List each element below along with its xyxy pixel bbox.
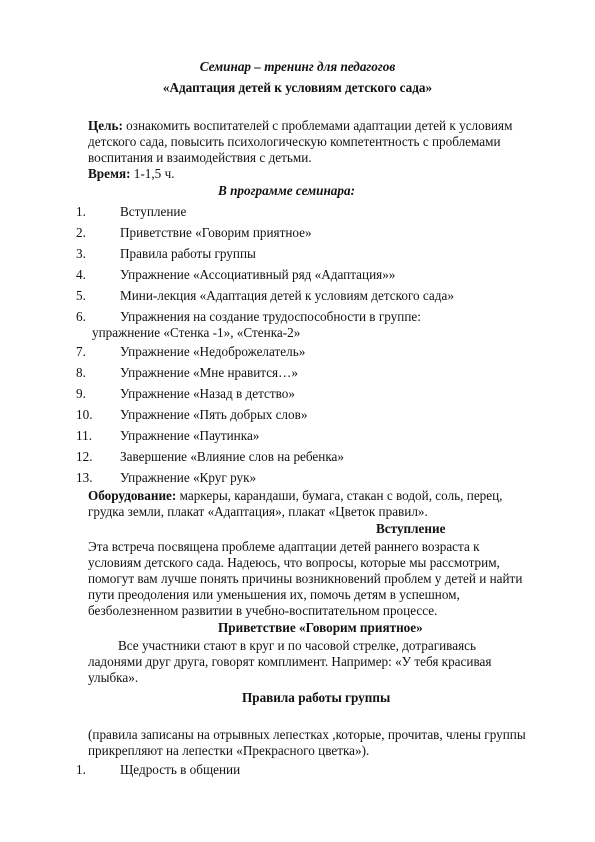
program-item: Вступление bbox=[120, 204, 187, 219]
goal-label: Цель: bbox=[88, 118, 123, 133]
rule-item: Щедрость в общении bbox=[120, 762, 241, 777]
rules-line: (правила записаны на отрывных лепестках ,которые, прочитав, члены группы bbox=[88, 727, 526, 742]
intro-heading: Вступление bbox=[376, 521, 446, 536]
program-number: 3. bbox=[76, 246, 86, 261]
program-number: 11. bbox=[76, 428, 92, 443]
equipment-label: Оборудование: bbox=[88, 488, 177, 503]
time-label: Время: bbox=[88, 166, 131, 181]
program-heading: В программе семинара: bbox=[218, 183, 355, 198]
intro-line: Эта встреча посвящена проблеме адаптации детей раннего возраста к bbox=[88, 539, 480, 554]
program-item: Упражнение «Назад в детство» bbox=[120, 386, 295, 401]
goal-text-1: ознакомить воспитателей с проблемами адаптации детей к условиям bbox=[122, 118, 513, 133]
program-item: Упражнение «Мне нравится…» bbox=[120, 365, 298, 380]
goal-line-1 bbox=[88, 118, 512, 134]
program-number: 8. bbox=[76, 365, 86, 380]
intro-line: помогут вам лучше понять причины возникновений проблем у детей и найти bbox=[88, 571, 523, 586]
program-number: 4. bbox=[76, 267, 86, 282]
goal-line-3: воспитания и взаимодействия с детьми. bbox=[88, 150, 312, 165]
program-number: 12. bbox=[76, 449, 93, 464]
time-value: 1-1,5 ч. bbox=[130, 166, 175, 181]
equipment-line-1 bbox=[88, 488, 502, 504]
intro-line: пути преодоления или уменьшения их, помочь детям в успешном, bbox=[88, 587, 460, 602]
greeting-line: ладонями друг друга, говорят комплимент. Например: «У тебя красивая bbox=[88, 654, 492, 669]
program-item: Правила работы группы bbox=[120, 246, 256, 261]
program-item: Завершение «Влияние слов на ребенка» bbox=[120, 449, 344, 464]
rule-number: 1. bbox=[76, 762, 86, 777]
program-item: Упражнение «Паутинка» bbox=[120, 428, 260, 443]
intro-line: безболезненном развитии в учебно-воспитательном процессе. bbox=[88, 603, 438, 618]
program-item: Упражнения на создание трудоспособности в группе: bbox=[120, 309, 421, 324]
program-number: 13. bbox=[76, 470, 93, 485]
program-number: 5. bbox=[76, 288, 86, 303]
program-item: Упражнение «Недоброжелатель» bbox=[120, 344, 306, 359]
seminar-title: Семинар – тренинг для педагогов bbox=[199, 59, 396, 74]
equipment-line-2: грудка земли, плакат «Адаптация», плакат «Цветок правил». bbox=[88, 504, 428, 519]
intro-line: условиям детского сада. Надеюсь, что вопросы, которые мы рассмотрим, bbox=[88, 555, 500, 570]
rules-heading: Правила работы группы bbox=[242, 690, 391, 705]
program-number: 6. bbox=[76, 309, 86, 324]
program-item: Упражнение «Пять добрых слов» bbox=[120, 407, 308, 422]
program-number: 10. bbox=[76, 407, 93, 422]
time-line bbox=[88, 166, 175, 182]
program-item-continuation: упражнение «Стенка -1», «Стенка-2» bbox=[92, 325, 301, 340]
greeting-line: Все участники стают в круг и по часовой стрелке, дотрагиваясь bbox=[118, 638, 477, 653]
program-number: 1. bbox=[76, 204, 86, 219]
goal-line-2: детского сада, повысить психологическую компетентность с проблемами bbox=[88, 134, 501, 149]
greeting-line: улыбка». bbox=[88, 670, 139, 685]
program-item: Мини-лекция «Адаптация детей к условиям детского сада» bbox=[120, 288, 454, 303]
equipment-text-1: маркеры, карандаши, бумага, стакан с водой, соль, перец, bbox=[176, 488, 503, 503]
program-number: 2. bbox=[76, 225, 86, 240]
program-number: 7. bbox=[76, 344, 86, 359]
program-item: Упражнение «Ассоциативный ряд «Адаптация»» bbox=[120, 267, 396, 282]
greeting-heading: Приветствие «Говорим приятное» bbox=[218, 620, 423, 635]
seminar-subtitle: «Адаптация детей к условиям детского сада» bbox=[162, 80, 433, 95]
rules-line: прикрепляют на лепестки «Прекрасного цветка»). bbox=[88, 743, 370, 758]
program-item: Упражнение «Круг рук» bbox=[120, 470, 257, 485]
program-item: Приветствие «Говорим приятное» bbox=[120, 225, 312, 240]
program-number: 9. bbox=[76, 386, 86, 401]
